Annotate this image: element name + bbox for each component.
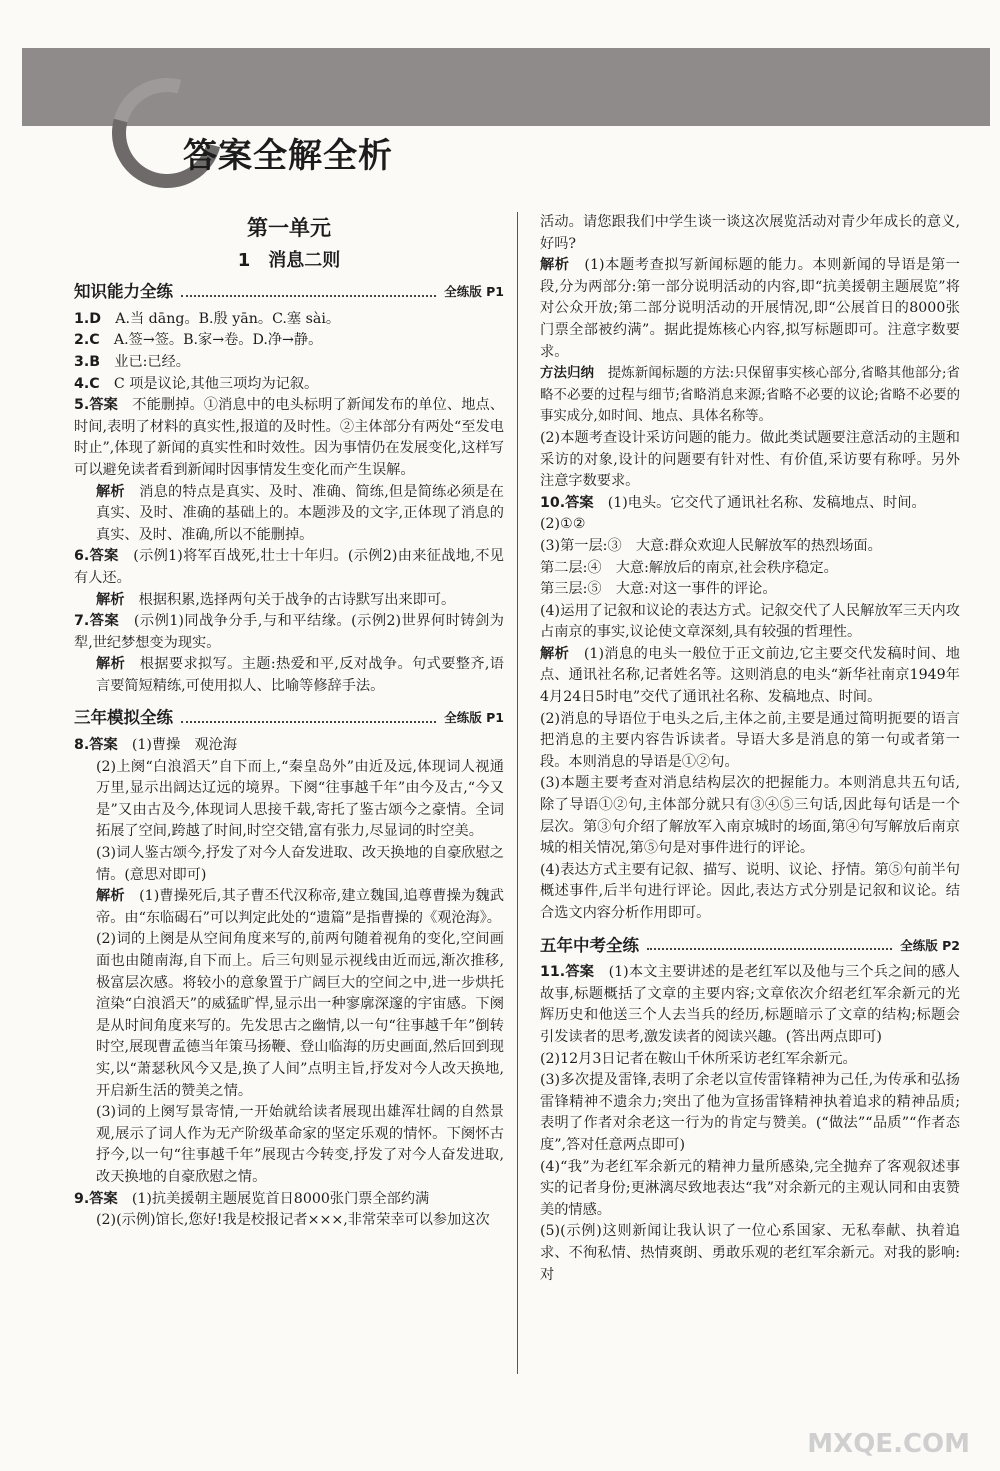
answer-paragraph (74, 546, 504, 589)
answer-paragraph (74, 611, 504, 654)
answer-paragraph (74, 590, 504, 612)
answer-paragraph (74, 886, 504, 929)
section-header (540, 935, 960, 957)
answer-paragraph (540, 962, 960, 1048)
answer-text: (2)本题考查设计采访问题的能力。做此类试题要注意活动的主题和采访的对象,设计的问题要有针对性、有价值,采访要有称呼。另外注意字数要求。 (540, 429, 960, 490)
answer-paragraph (540, 1221, 960, 1286)
answer-text: (2)①② (540, 516, 586, 533)
answer-text: 根据积累,选择两句关于战争的古诗默写出来即可。 (124, 591, 456, 608)
answer-paragraph (74, 309, 504, 331)
answer-label: 4.C (74, 375, 100, 392)
answer-label: 2.C (74, 332, 100, 349)
answer-paragraph (74, 735, 504, 757)
answer-paragraph (74, 250, 504, 272)
answer-paragraph (540, 493, 960, 515)
answer-label: 解析 (540, 645, 570, 662)
answer-paragraph (74, 757, 504, 843)
answer-text: (1)电头。它交代了通讯社名称、发稿地点、时间。 (593, 494, 926, 511)
answer-text: (4)运用了记叙和议论的表达方式。记叙交代了人民解放军三天内攻占南京的事实,议论使文章深刻,具有较强的哲理性。 (540, 602, 960, 641)
answer-text: (1)消息的电头一般位于正文前边,它主要交代发稿时间、地点、通讯社名称,记者姓名等。这则消息的电头“新华社南京1949年4月24日5时电”交代了通讯社名称、发稿地点、时间。 (540, 645, 960, 706)
answer-text: 第二层:④ 大意:解放后的南京,社会秩序稳定。 (540, 559, 838, 576)
answer-label: 解析 (96, 888, 125, 905)
answer-paragraph (74, 1102, 504, 1188)
answer-label: 9.答案 (74, 1190, 118, 1207)
answer-paragraph (540, 428, 960, 493)
answer-text: 不能删掉。①消息中的电头标明了新闻发布的单位、地点、时间,表明了材料的真实性,报道的及时性。②主体部分有两处“至发电时止”,体现了新闻的真实性和时效性。因为事情仍在发展变化,这样写可以避免读者看到新闻时因事情发生变化而产生误解。 (74, 397, 504, 478)
answer-label: 解析 (540, 257, 570, 274)
answer-label: 解析 (96, 591, 125, 608)
answer-paragraph (540, 536, 960, 558)
answer-paragraph (540, 514, 960, 536)
answer-text: (5)(示例)这则新闻让我认识了一位心系国家、无私奉献、执着追求、不徇私情、热情爽朗、勇敢乐观的老红军余新元。对我的影响:对 (540, 1223, 960, 1283)
dotted-leader (181, 721, 436, 723)
answer-text: 根据要求拟写。主题:热爱和平,反对战争。句式要整齐,语言要简短精练,可使用拟人、比喻等修辞手法。 (96, 656, 504, 694)
answer-text: (2)(示例)馆长,您好!我是校报记者×××,非常荣幸可以参加这次 (96, 1212, 490, 1229)
answer-label: 7.答案 (74, 613, 120, 630)
watermark: MXQE.COM (807, 1429, 970, 1459)
section-title: 五年中考全练 (540, 935, 639, 955)
answer-text: 消息的特点是真实、及时、准确、简练,但是简练必须是在真实、及时、准确的基础上的。本题涉及的文字,正体现了消息的真实、及时、准确,所以不能删掉。 (96, 483, 504, 543)
answer-paragraph (540, 860, 960, 925)
section-page-ref: 全练版 P2 (900, 937, 960, 953)
answer-text: (示例1)同战争分手,与和平结缘。(示例2)世界何时铸剑为犁,世纪梦想变为现实。 (74, 613, 504, 651)
answer-paragraph (540, 558, 960, 580)
answer-text: 第三层:⑤ 大意:对这一事件的评论。 (540, 581, 777, 598)
answer-paragraph (74, 374, 504, 396)
answer-paragraph (540, 1070, 960, 1156)
answer-text: (1)曹操死后,其子曹丕代汉称帝,建立魏国,追尊曹操为魏武帝。由“东临碣石”可以判定此处的“遗篇”是指曹操的《观沧海》。 (96, 888, 504, 926)
answer-text: (3)词的上阕写景寄情,一开始就给读者展现出雄浑壮阔的自然景观,展示了词人作为无产阶级革命家的坚定乐观的情怀。下阕怀古抒今,以一句“往事越千年”展现古今转变,抒发了对今人奋发进取,改天换地的自豪欣慰之情。 (96, 1104, 504, 1185)
section-page-ref: 全练版 P1 (444, 710, 504, 726)
answer-text: 业已:已经。 (100, 353, 190, 370)
dotted-leader (181, 295, 436, 297)
answer-paragraph (540, 579, 960, 601)
answer-text: (2)消息的导语位于电头之后,主体之前,主要是通过简明扼要的语言把消息的主要内容告诉读者。导语大多是消息的第一句或者第一段。本则消息的导语是①②句。 (540, 710, 960, 770)
answer-label: 8.答案 (74, 737, 118, 754)
answer-paragraph (540, 601, 960, 644)
column-divider (517, 212, 518, 1374)
answer-paragraph (74, 482, 504, 547)
answer-label: 解析 (96, 483, 125, 500)
answer-text: A.签→签。B.家→卷。D.净→静。 (99, 332, 323, 349)
answer-paragraph (540, 363, 960, 428)
answer-paragraph (74, 395, 504, 481)
answer-label: 10.答案 (540, 494, 594, 511)
answer-label: 解析 (96, 656, 126, 673)
answer-text: (3)多次提及雷锋,表明了余老以宣传雷锋精神为己任,为传承和弘扬雷锋精神不遗余力;突出了他为宣扬雷锋精神执着追求的精神品质;表明了作者对余老这一行为的肯定与赞美。(“做法”“品质”“作者态度”,答对任意两点即可) (540, 1072, 960, 1153)
answer-text: (3)本题主要考查对消息结构层次的把握能力。本则消息共五句话,除了导语①②句,主体部分就只有③④⑤三句话,因此每句话是一个层次。第③句介绍了解放军入南京城时的场面,第④句写解放后南京城的相关情况,第⑤句是对事件进行的评论。 (540, 775, 960, 857)
answer-label: 5.答案 (74, 397, 118, 414)
dotted-leader (647, 948, 892, 950)
section-page-ref: 全练版 P1 (444, 284, 504, 300)
answer-text: (4)“我”为老红军余新元的精神力量所感染,完全抛弃了客观叙述事实的记者身份;更淋漓尽致地表达“我”对余新元的主观认同和由衷赞美的情感。 (540, 1158, 960, 1218)
answer-text: 第一单元 (247, 216, 331, 240)
answer-text: (1)本题考查拟写新闻标题的能力。本则新闻的导语是第一段,分为两部分:第一部分说明活动的内容,即“抗美援朝主题展览”将对公众开放;第二部分说明活动的开展情况,即“公展首日的8000张门票全部被约满”。据此提炼核心内容,拟写标题即可。注意字数要求。 (540, 257, 960, 360)
answer-text: (示例1)将军百战死,壮士十年归。(示例2)由来征战地,不见有人还。 (74, 548, 504, 586)
answer-text: (1)曹操 观沧海 (117, 737, 238, 754)
section-header (74, 707, 504, 729)
answer-text: (4)表达方式主要有记叙、描写、说明、议论、抒情。第⑤句前半句概述事件,后半句进行评论。因此,表达方式分别是记叙和议论。结合选文内容分析作用即可。 (540, 861, 960, 921)
answer-paragraph (74, 654, 504, 697)
left-column (74, 212, 504, 1232)
answer-text: 活动。请您跟我们中学生谈一谈这次展览活动对青少年成长的意义,好吗? (540, 214, 960, 252)
answer-text: 1 消息二则 (237, 249, 341, 271)
answer-label: 3.B (74, 353, 101, 370)
section-title: 知识能力全练 (74, 282, 173, 302)
answer-label: 1.D (74, 310, 102, 327)
answer-text: (1)抗美援朝主题展览首日8000张门票全部约满 (117, 1190, 430, 1207)
answer-text: 提炼新闻标题的方法:只保留事实核心部分,省略其他部分;省略不必要的过程与细节;省略消息来源;省略不必要的议论;省略不必要的事实成分,如时间、地点、具体名称等。 (540, 366, 960, 425)
answer-paragraph (540, 1157, 960, 1222)
answer-paragraph (74, 1189, 504, 1211)
answer-paragraph (74, 843, 504, 886)
answer-paragraph (74, 352, 504, 374)
answer-text: (2)12月3日记者在鞍山千休所采访老红军余新元。 (540, 1050, 857, 1067)
answer-paragraph (74, 929, 504, 1102)
answer-text: (1)本文主要讲述的是老红军以及他与三个兵之间的感人故事,标题概括了文章的主要内容;文章依次介绍老红军余新元的光辉历史和他送三个人去当兵的经历,标题暗示了文章的结构;标题会引发读者的思考,激发读者的阅读兴趣。(答出两点即可) (540, 964, 960, 1045)
answer-text: (2)词的上阕是从空间角度来写的,前两句随着视角的变化,空间画面也由随南海,自下而上。后三句则显示视线由近而远,渐次推移,极富层次感。将较小的意象置于广阔巨大的空间之中,进一步烘托渲染“白浪滔天”的威猛旷悍,显示出一种寥廓深邃的宇宙感。下阕是从时间角度来写的。先发思古之幽情,以一句“往事越千年”倒转时空,展现曹孟德当年策马扬鞭、登山临海的历史画面,然后回到现实,以“萧瑟秋风今又是,换了人间”点明主旨,抒发对今人改天换地,开启新生活的赞美之情。 (96, 931, 504, 1099)
answer-paragraph (540, 1049, 960, 1071)
answer-text: (3)第一层:③ 大意:群众欢迎人民解放军的热烈场面。 (540, 537, 882, 554)
answer-paragraph (540, 212, 960, 255)
answer-paragraph (540, 255, 960, 363)
right-column (540, 212, 960, 1286)
answer-paragraph (74, 330, 504, 352)
page-title: 答案全解全析 (183, 136, 393, 176)
answer-label: 方法归纳 (540, 366, 595, 382)
answer-paragraph (540, 644, 960, 709)
answer-text: C 项是议论,其他三项均为记叙。 (99, 375, 319, 392)
answer-paragraph (540, 773, 960, 859)
answer-label: 11.答案 (540, 964, 595, 981)
answer-paragraph (540, 709, 960, 774)
section-title: 三年模拟全练 (74, 708, 173, 728)
answer-text: (2)上阕“白浪滔天”自下而上,“秦皇岛外”由近及远,体现词人视通万里,显示出阔达辽远的境界。下阕“往事越千年”由今及古,“今又是”又由古及今,体现词人思接千载,寄托了鉴古颂今之豪情。全词拓展了空间,跨越了时间,时空交错,富有张力,尽显词的时空美。 (96, 758, 504, 840)
answer-text: A.当 dāng。B.殷 yān。C.塞 sài。 (101, 310, 341, 327)
section-header (74, 281, 504, 303)
answer-label: 6.答案 (74, 548, 119, 565)
answer-paragraph (74, 1210, 504, 1232)
answer-text: (3)词人鉴古颂今,抒发了对今人奋发进取、改天换地的自豪欣慰之情。(意思对即可) (96, 845, 504, 883)
answer-paragraph (74, 218, 504, 240)
